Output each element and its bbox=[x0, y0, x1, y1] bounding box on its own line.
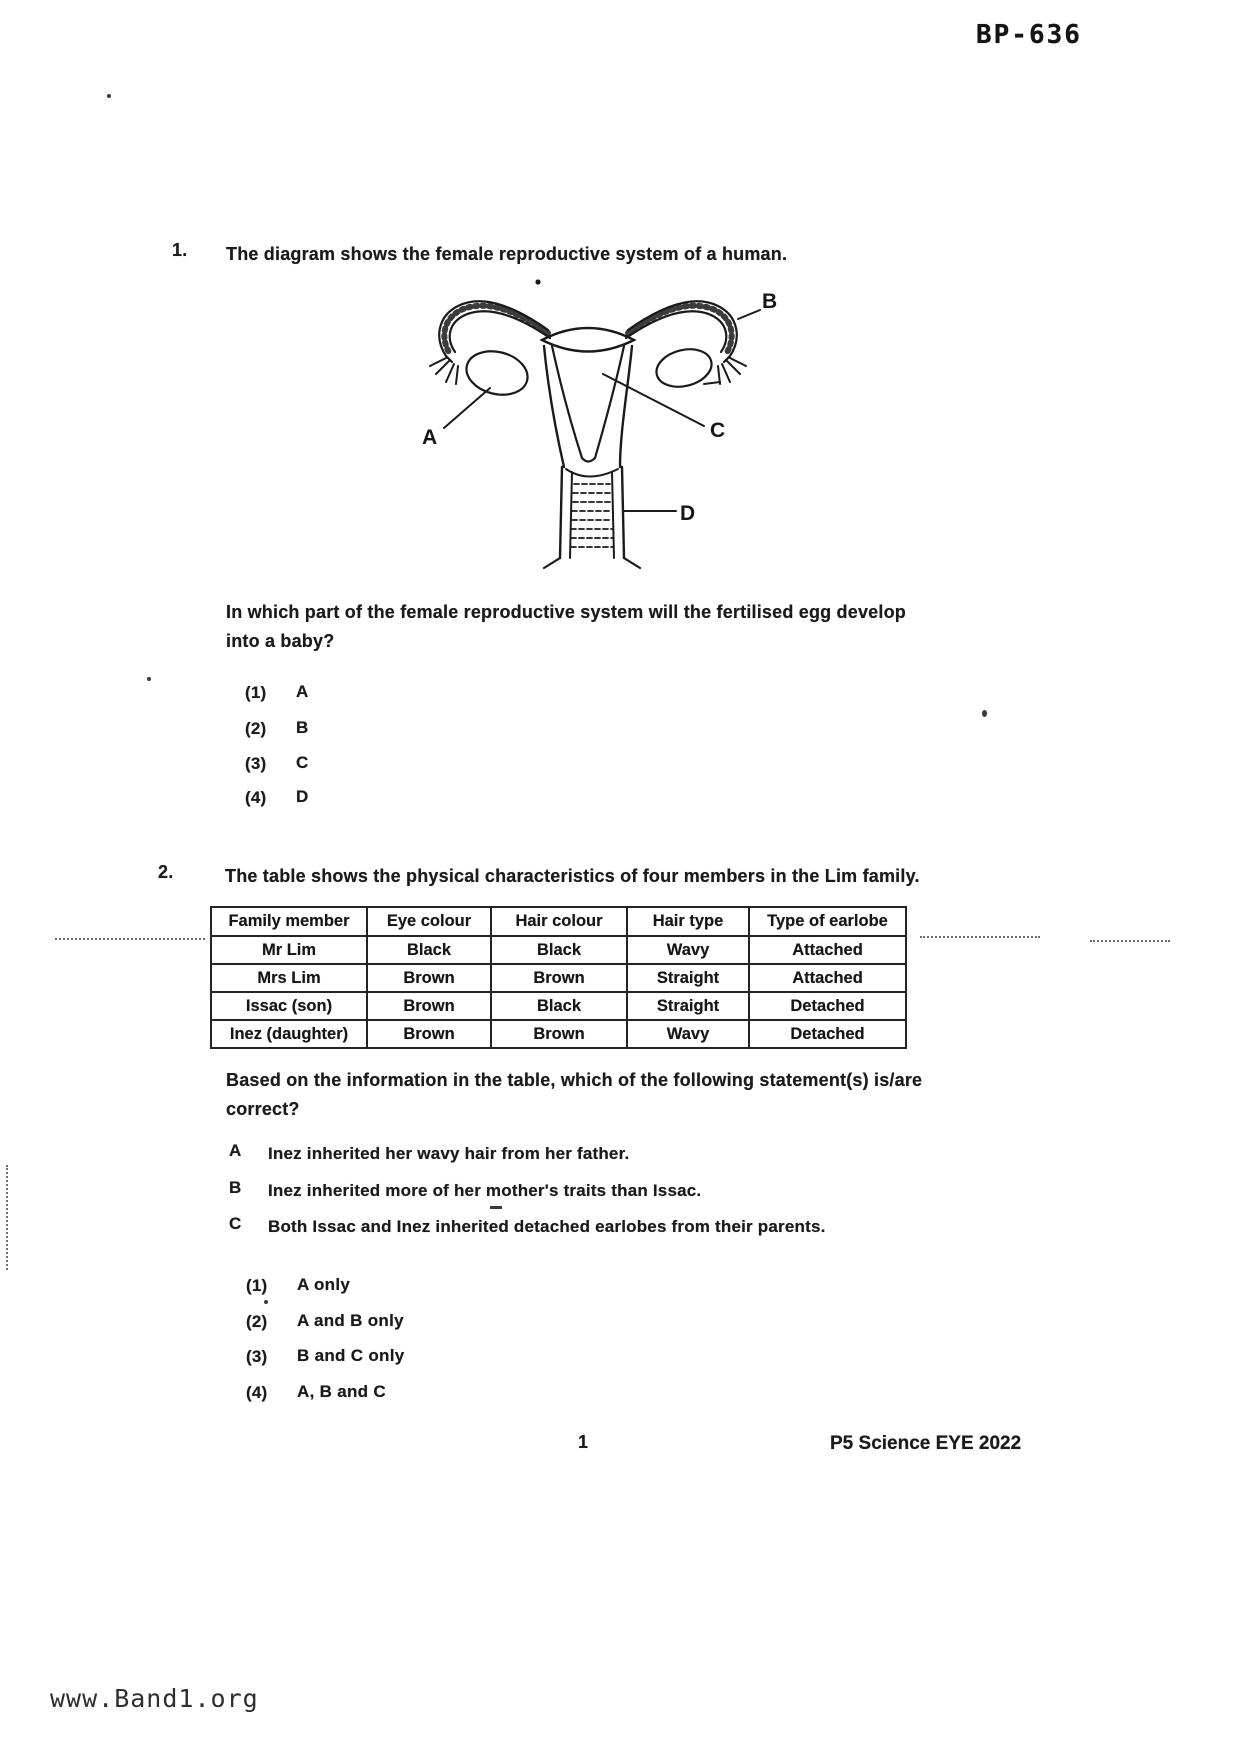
table-header-hair-type: Hair type bbox=[627, 907, 749, 936]
scan-artifact-dash bbox=[490, 1206, 502, 1209]
table-header-family-member: Family member bbox=[211, 907, 367, 936]
question-1-number: 1. bbox=[172, 240, 188, 260]
table-cell: Brown bbox=[367, 1020, 491, 1048]
female-reproductive-system-diagram bbox=[398, 262, 783, 570]
table-cell: Detached bbox=[749, 992, 906, 1020]
question-2-number: 2. bbox=[158, 862, 174, 882]
table-cell: Attached bbox=[749, 936, 906, 964]
diagram-label-d: D bbox=[680, 502, 696, 525]
table-row bbox=[211, 964, 906, 992]
table-cell: Straight bbox=[627, 964, 749, 992]
vagina-wall-left-outer bbox=[560, 467, 562, 558]
table-cell: Brown bbox=[491, 1020, 627, 1048]
fallopian-tube-left-inner bbox=[450, 311, 550, 352]
cervix-opening bbox=[582, 458, 595, 462]
cervix-curve bbox=[566, 469, 618, 477]
table-cell: Black bbox=[491, 936, 627, 964]
statement-b-label: B bbox=[229, 1178, 242, 1197]
q2-option-1-number: (1) bbox=[246, 1276, 268, 1295]
q2-option-2-text: A and B only bbox=[297, 1311, 404, 1330]
label-line-c bbox=[603, 374, 704, 426]
q2-option-4-text: A, B and C bbox=[297, 1382, 386, 1401]
fimbriae-right bbox=[718, 358, 746, 384]
table-cell: Wavy bbox=[627, 936, 749, 964]
question-2-stem: The table shows the physical characteristics of four members in the Lim family. bbox=[225, 866, 920, 886]
scan-artifact-noise bbox=[55, 938, 205, 940]
ovary-right bbox=[652, 344, 715, 392]
vagina-wall-right-inner bbox=[612, 472, 614, 558]
table-header-row bbox=[211, 907, 906, 936]
exam-paper-code: BP-636 bbox=[976, 20, 1082, 50]
table-cell: Mr Lim bbox=[211, 936, 367, 964]
table-cell: Straight bbox=[627, 992, 749, 1020]
label-line-a bbox=[444, 388, 490, 428]
statement-b-text: Inez inherited more of her mother's traits than Issac. bbox=[268, 1181, 702, 1200]
question-1-text: In which part of the female reproductive system will the fertilised egg develop into a baby? bbox=[226, 602, 912, 651]
q1-option-2-text: B bbox=[296, 718, 309, 737]
table-row bbox=[211, 936, 906, 964]
scan-artifact-speck bbox=[264, 1300, 268, 1304]
vagina-wall-left-inner bbox=[570, 472, 572, 558]
table-header-eye-colour: Eye colour bbox=[367, 907, 491, 936]
statement-c-label: C bbox=[229, 1214, 242, 1233]
table-cell: Wavy bbox=[627, 1020, 749, 1048]
q1-option-3-text: C bbox=[296, 753, 309, 772]
scan-artifact-speck bbox=[147, 677, 151, 681]
question-2-text: Based on the information in the table, which of the following statement(s) is/are correct? bbox=[226, 1070, 928, 1119]
q1-option-2-number: (2) bbox=[245, 719, 267, 738]
page-number: 1 bbox=[578, 1432, 589, 1452]
uterus-cavity-left bbox=[552, 346, 582, 458]
table-cell: Brown bbox=[491, 964, 627, 992]
q1-option-1-text: A bbox=[296, 682, 309, 701]
q2-option-4-number: (4) bbox=[246, 1383, 268, 1402]
uterus-wall-right-outer bbox=[620, 346, 632, 467]
fallopian-tube-right-inner bbox=[626, 311, 726, 352]
table-cell: Black bbox=[367, 936, 491, 964]
label-line-b bbox=[738, 310, 760, 319]
table-cell: Brown bbox=[367, 992, 491, 1020]
q2-option-3-text: B and C only bbox=[297, 1346, 405, 1365]
table-cell: Attached bbox=[749, 964, 906, 992]
q1-option-1-number: (1) bbox=[245, 683, 267, 702]
q1-option-4-text: D bbox=[296, 787, 309, 806]
table-cell: Brown bbox=[367, 964, 491, 992]
table-cell: Black bbox=[491, 992, 627, 1020]
exam-footer-label: P5 Science EYE 2022 bbox=[830, 1433, 1022, 1454]
ovary-right-mark bbox=[704, 382, 720, 384]
scan-artifact-noise bbox=[1090, 940, 1170, 942]
fimbriae-left bbox=[430, 358, 458, 384]
statement-c-text: Both Issac and Inez inherited detached earlobes from their parents. bbox=[268, 1217, 826, 1236]
vagina-texture bbox=[571, 484, 613, 547]
table-header-hair-colour: Hair colour bbox=[491, 907, 627, 936]
watermark: www.Band1.org bbox=[50, 1684, 259, 1713]
table-cell: Issac (son) bbox=[211, 992, 367, 1020]
q1-option-3-number: (3) bbox=[245, 754, 267, 773]
uterus-fundus bbox=[542, 328, 634, 352]
table-cell: Mrs Lim bbox=[211, 964, 367, 992]
q2-option-1-text: A only bbox=[297, 1275, 351, 1294]
uterus-cavity-right bbox=[595, 346, 624, 458]
diagram-label-b: B bbox=[762, 290, 778, 313]
diagram-label-c: C bbox=[710, 419, 726, 442]
ovary-left bbox=[462, 345, 532, 401]
table-cell: Detached bbox=[749, 1020, 906, 1048]
ink-dot bbox=[535, 279, 540, 284]
statement-a-text: Inez inherited her wavy hair from her father. bbox=[268, 1144, 630, 1163]
statement-a-label: A bbox=[229, 1141, 242, 1160]
scan-artifact-speck bbox=[982, 710, 987, 717]
question-1-stem: The diagram shows the female reproductive system of a human. bbox=[226, 244, 788, 264]
table-header-type-of-earlobe: Type of earlobe bbox=[749, 907, 906, 936]
q1-option-4-number: (4) bbox=[245, 788, 267, 807]
vagina-wall-right-outer bbox=[622, 467, 624, 558]
scan-artifact-noise bbox=[6, 1165, 8, 1270]
uterus-wall-left-outer bbox=[544, 346, 564, 467]
diagram-label-a: A bbox=[422, 426, 438, 449]
vagina-base-flare bbox=[544, 558, 640, 568]
table-cell: Inez (daughter) bbox=[211, 1020, 367, 1048]
q2-option-2-number: (2) bbox=[246, 1312, 268, 1331]
scan-artifact-speck bbox=[107, 94, 111, 98]
family-characteristics-table bbox=[210, 906, 907, 1049]
q2-option-3-number: (3) bbox=[246, 1347, 268, 1366]
table-row bbox=[211, 1020, 906, 1048]
scan-artifact-noise bbox=[920, 936, 1040, 938]
table-row bbox=[211, 992, 906, 1020]
